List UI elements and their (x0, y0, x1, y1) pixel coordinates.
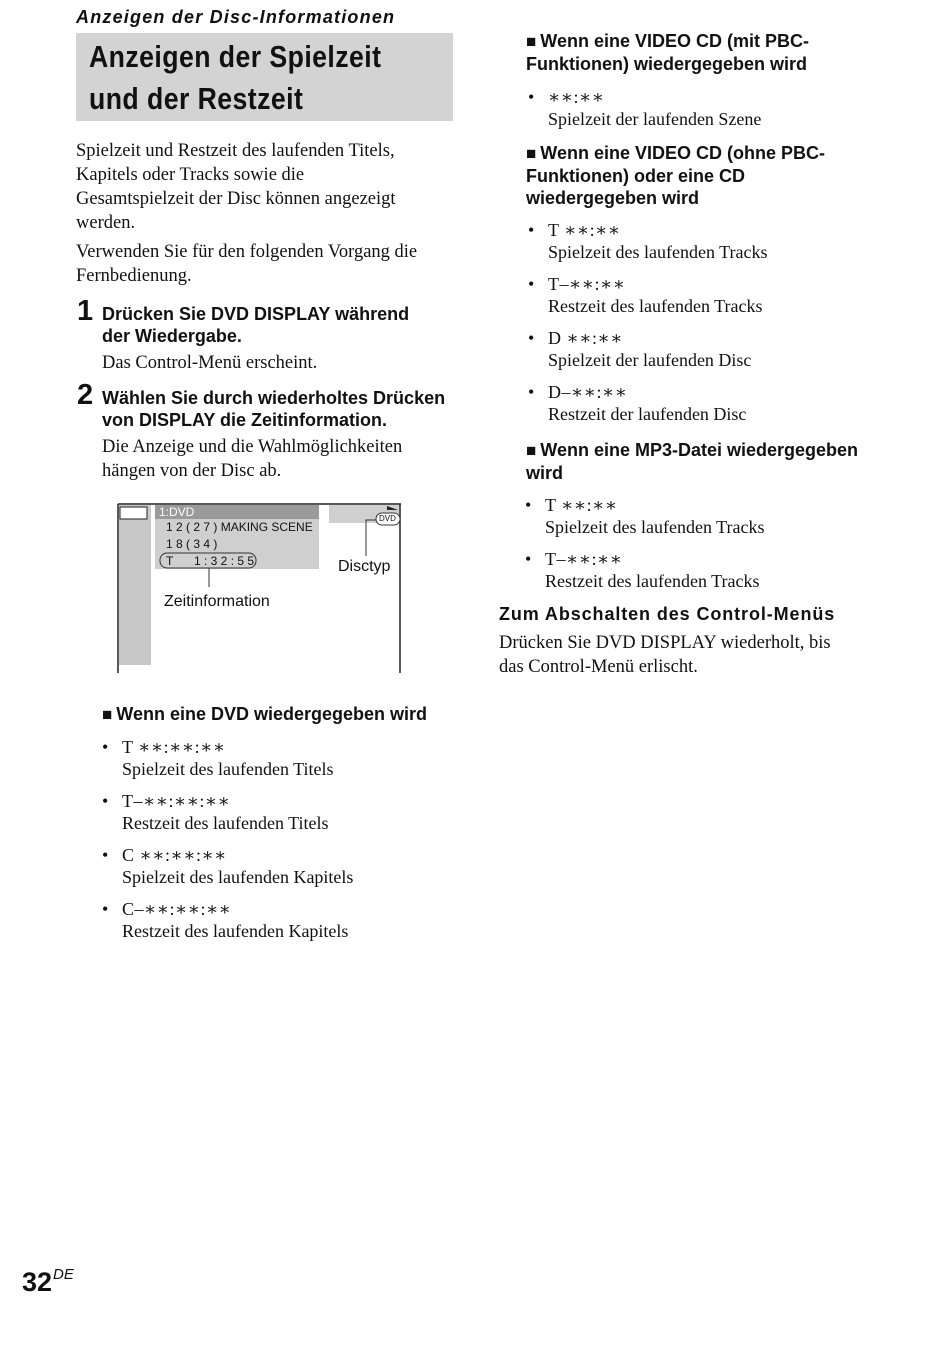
step-2-body: Die Anzeige und die Wahlmöglichkeiten hängen von der Disc ab. (102, 437, 403, 481)
list-item: • ∗∗:∗∗ Spielzeit der laufenden Szene (528, 87, 762, 129)
osd-chapter-line: 1 8 ( 3 4 ) (166, 537, 218, 551)
control-menu-figure (117, 503, 402, 673)
bullet-dot-icon: • (528, 87, 535, 107)
bullet-dot-icon: • (102, 737, 109, 757)
intro-paragraph-1: Spielzeit und Restzeit des laufenden Titels, Kapitels oder Tracks sowie die Gesamtspielzeit der Disc können angezeigt werden. (76, 141, 396, 233)
step-1-body: Das Control-Menü erscheint. (102, 353, 318, 373)
osd-disc-type-badge: DVD (379, 514, 396, 523)
vcd-pbc-list (528, 86, 888, 130)
step-2-number: 2 (77, 379, 94, 411)
list-item: • T ∗∗:∗∗ Spielzeit des laufenden Tracks (528, 220, 768, 262)
bullet-dot-icon: • (102, 899, 109, 919)
page-title-line-1: Anzeigen der Spielzeit (89, 39, 382, 74)
bullet-dot-icon: • (528, 382, 535, 402)
page-title-line-2: und der Restzeit (89, 81, 304, 116)
list-item: • D–∗∗:∗∗ Restzeit der laufenden Disc (528, 382, 747, 424)
osd-time-value: 1 : 3 2 : 5 5 (194, 554, 255, 568)
vcd-nopbc-heading: ■ Wenn eine VIDEO CD (ohne PBC- Funktionen) oder eine CD wiedergegeben wird (526, 143, 825, 208)
page-title (89, 36, 402, 120)
list-item: • T–∗∗:∗∗ Restzeit des laufenden Tracks (525, 549, 760, 591)
page-title-box (76, 33, 453, 121)
dvd-time-list (102, 736, 452, 942)
bullet-dot-icon: • (525, 495, 532, 515)
osd-scene-line: 1 2 ( 2 7 ) MAKING SCENE (166, 520, 313, 534)
vcd-pbc-heading: ■ Wenn eine VIDEO CD (mit PBC- Funktionen) wiedergegeben wird (526, 31, 809, 74)
section-header: Anzeigen der Disc-Informationen (76, 7, 396, 27)
vcd-nopbc-list (528, 219, 888, 425)
label-disctyp: Disctyp (338, 558, 391, 575)
bullet-dot-icon: • (528, 274, 535, 294)
step-2-title: Wählen Sie durch wiederholtes Drücken von DISPLAY die Zeitinformation. (102, 388, 446, 430)
square-bullet-icon: ■ (526, 32, 537, 51)
list-item: • T ∗∗:∗∗:∗∗ Spielzeit des laufenden Titels (102, 737, 334, 779)
bullet-dot-icon: • (528, 220, 535, 240)
square-bullet-icon: ■ (102, 705, 113, 724)
bullet-dot-icon: • (525, 549, 532, 569)
step-1-title: Drücken Sie DVD DISPLAY während der Wiedergabe. (102, 304, 410, 346)
list-item: • T–∗∗:∗∗:∗∗ Restzeit des laufenden Titels (102, 791, 329, 833)
dvd-section-heading: ■ Wenn eine DVD wiedergegeben wird (102, 704, 428, 724)
control-menu-off-heading: Zum Abschalten des Control-Menüs (499, 604, 836, 624)
control-menu-off-body: Drücken Sie DVD DISPLAY wiederholt, bis das Control-Menü erlischt. (499, 633, 831, 677)
label-zeitinformation: Zeitinformation (164, 593, 270, 610)
square-bullet-icon: ■ (526, 144, 537, 163)
bullet-dot-icon: • (102, 845, 109, 865)
page-number: 32DE (22, 1266, 74, 1297)
list-item: • C ∗∗:∗∗:∗∗ Spielzeit des laufenden Kapitels (102, 845, 354, 887)
mp3-heading: ■ Wenn eine MP3-Datei wiedergegeben wird (526, 440, 859, 483)
osd-disc-line: 1:DVD (159, 505, 195, 519)
list-item: • D ∗∗:∗∗ Spielzeit der laufenden Disc (528, 328, 752, 370)
page-number-suffix: DE (53, 1266, 74, 1283)
bullet-dot-icon: • (528, 328, 535, 348)
intro-paragraph-2: Verwenden Sie für den folgenden Vorgang die Fernbedienung. (76, 242, 418, 286)
bullet-dot-icon: • (102, 791, 109, 811)
list-item: • C–∗∗:∗∗:∗∗ Restzeit des laufenden Kapitels (102, 899, 349, 941)
list-item: • T–∗∗:∗∗ Restzeit des laufenden Tracks (528, 274, 763, 316)
square-bullet-icon: ■ (526, 441, 537, 460)
step-1-number: 1 (77, 295, 94, 327)
osd-time-prefix: T (166, 554, 174, 568)
mp3-list (525, 494, 885, 592)
list-item: • T ∗∗:∗∗ Spielzeit des laufenden Tracks (525, 495, 765, 537)
